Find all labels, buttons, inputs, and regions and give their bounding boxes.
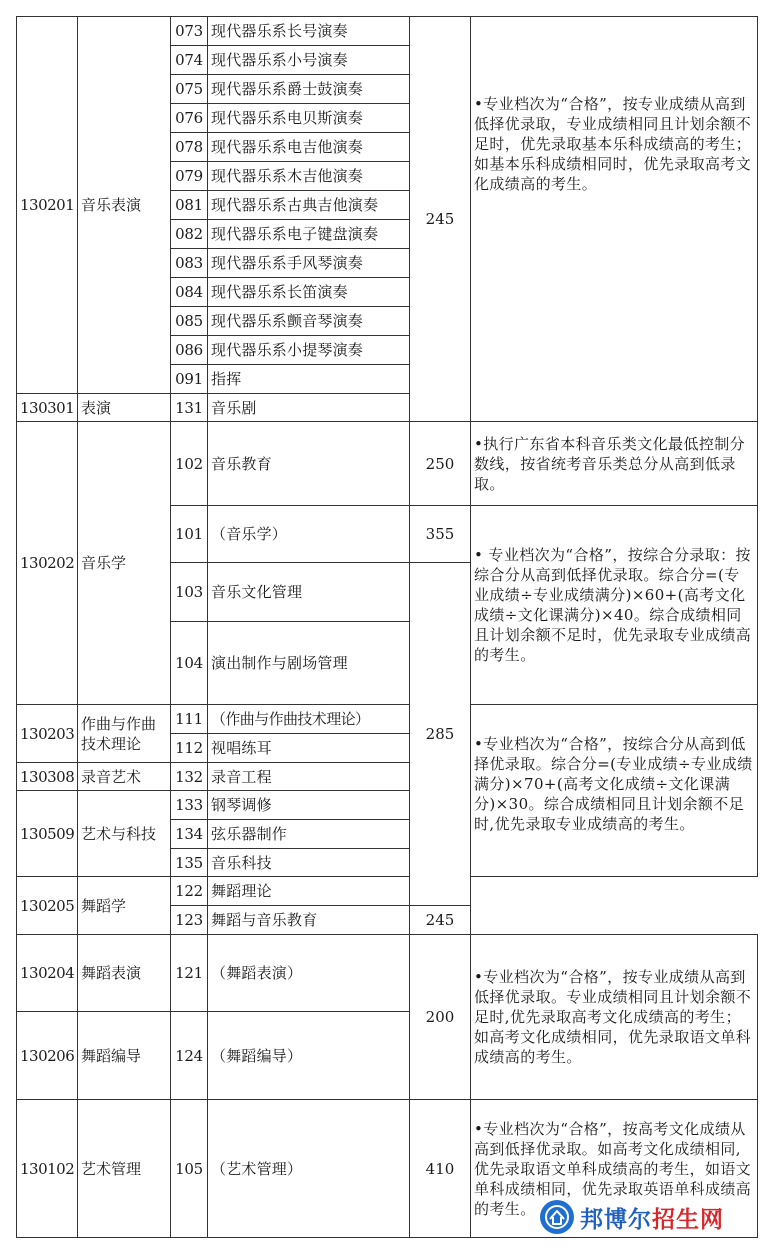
direction-code: 082 [171,220,208,249]
direction-code: 078 [171,133,208,162]
table-row [17,422,758,506]
direction-name: 现代器乐系颤音琴演奏 [208,307,410,336]
min-score: 245 [410,906,471,935]
direction-name: 音乐文化管理 [208,563,410,622]
direction-code: 103 [171,563,208,622]
admission-rule: •专业档次为“合格”，按高考文化成绩从高到低择优录取。如高考文化成绩相同,优先录取语文单科成绩高的考生，如语文单科成绩相同，优先录取英语单科成绩高的考生。 [471,1100,758,1238]
direction-code: 086 [171,336,208,365]
direction-name: 现代器乐系电贝斯演奏 [208,104,410,133]
table-row [17,877,758,906]
group-name: 作曲与作曲技术理论 [78,705,171,763]
direction-code: 084 [171,278,208,307]
direction-name: 弦乐器制作 [208,820,410,849]
direction-name: 舞蹈与音乐教育 [208,906,410,935]
direction-code: 085 [171,307,208,336]
admission-rule: •执行广东省本科音乐类文化最低控制分数线，按省统考音乐类总分从高到低录取。 [471,422,758,506]
group-code: 130102 [17,1100,78,1238]
group-code: 130202 [17,422,78,705]
group-name: 艺术管理 [78,1100,171,1238]
table-row [17,1100,758,1238]
direction-code: 124 [171,1012,208,1100]
min-score: 410 [410,1100,471,1238]
direction-name: 现代器乐系电吉他演奏 [208,133,410,162]
direction-code: 131 [171,394,208,422]
group-name: 舞蹈表演 [78,935,171,1012]
direction-name: 现代器乐系电子键盘演奏 [208,220,410,249]
direction-code: 076 [171,104,208,133]
group-code: 130301 [17,394,78,422]
direction-code: 075 [171,75,208,104]
min-score: 285 [410,563,471,906]
direction-name: 现代器乐系木吉他演奏 [208,162,410,191]
direction-name: 录音工程 [208,763,410,791]
admission-rule: •专业档次为“合格”，按综合分从高到低择优录取。综合分=(专业成绩÷专业成绩满分)×70+(高考文化成绩÷文化课满分)×30。综合成绩相同且计划余额不足时,优先录取专业成绩高的考生。 [471,705,758,877]
group-code: 130201 [17,17,78,394]
table-row [17,17,758,46]
direction-code: 112 [171,734,208,763]
direction-name: 现代器乐系小号演奏 [208,46,410,75]
direction-name: 音乐科技 [208,849,410,877]
admission-rule: • 专业档次为“合格”，按综合分录取：按综合分从高到低择优录取。综合分=(专业成绩÷专业成绩满分)×60+(高考文化成绩÷文化课满分)×40。综合成绩相同且计划余额不足时，优先录取专业成绩高的考生。 [471,506,758,705]
min-score: 200 [410,935,471,1100]
group-name: 音乐表演 [78,17,171,394]
direction-name: 现代器乐系手风琴演奏 [208,249,410,278]
min-score: 245 [410,17,471,422]
min-score: 355 [410,506,471,563]
direction-code: 134 [171,820,208,849]
watermark-text-part2: 招生网 [652,1206,724,1233]
direction-name: （音乐学） [208,506,410,563]
group-code: 130206 [17,1012,78,1100]
direction-name: 指挥 [208,365,410,394]
direction-name: （作曲与作曲技术理论） [208,705,410,734]
direction-code: 081 [171,191,208,220]
direction-name: 演出制作与剧场管理 [208,622,410,705]
direction-code: 105 [171,1100,208,1238]
direction-code: 083 [171,249,208,278]
direction-code: 104 [171,622,208,705]
direction-code: 101 [171,506,208,563]
table-row [17,935,758,1012]
direction-code: 123 [171,906,208,935]
direction-code: 074 [171,46,208,75]
group-name: 音乐学 [78,422,171,705]
direction-name: 现代器乐系古典吉他演奏 [208,191,410,220]
direction-name: 视唱练耳 [208,734,410,763]
admission-rule: •专业档次为“合格”，按专业成绩从高到低择优录取，专业成绩相同且计划余额不足时，优先录取基本乐科成绩高的考生；如基本乐科成绩相同时，优先录取高考文化成绩高的考生。 [471,17,758,422]
direction-name: 舞蹈理论 [208,877,410,906]
direction-name: （艺术管理） [208,1100,410,1238]
watermark-text-part1: 邦博尔 [580,1206,652,1233]
group-code: 130204 [17,935,78,1012]
direction-code: 122 [171,877,208,906]
direction-name: 现代器乐系长号演奏 [208,17,410,46]
group-name: 舞蹈编导 [78,1012,171,1100]
direction-code: 133 [171,791,208,820]
direction-code: 073 [171,17,208,46]
admission-table-page [16,16,758,1238]
group-name: 表演 [78,394,171,422]
direction-name: 音乐剧 [208,394,410,422]
admission-rule: •专业档次为“合格”，按专业成绩从高到低择优录取。专业成绩相同且计划余额不足时,优先录取高考文化成绩高的考生；如高考文化成绩相同，优先录取语文单科成绩高的考生。 [471,935,758,1100]
direction-name: 现代器乐系爵士鼓演奏 [208,75,410,104]
min-score: 250 [410,422,471,506]
table-row [17,705,758,734]
direction-code: 111 [171,705,208,734]
direction-code: 121 [171,935,208,1012]
group-name: 舞蹈学 [78,877,171,935]
group-name: 艺术与科技 [78,791,171,877]
group-code: 130308 [17,763,78,791]
direction-name: （舞蹈编导） [208,1012,410,1100]
direction-name: 音乐教育 [208,422,410,506]
group-name: 录音艺术 [78,763,171,791]
direction-code: 102 [171,422,208,506]
group-code: 130205 [17,877,78,935]
group-code: 130509 [17,791,78,877]
direction-code: 079 [171,162,208,191]
direction-name: 现代器乐系长笛演奏 [208,278,410,307]
direction-name: （舞蹈表演） [208,935,410,1012]
admission-table [16,16,758,1238]
direction-code: 135 [171,849,208,877]
direction-code: 132 [171,763,208,791]
group-code: 130203 [17,705,78,763]
direction-name: 现代器乐系小提琴演奏 [208,336,410,365]
direction-name: 钢琴调修 [208,791,410,820]
direction-code: 091 [171,365,208,394]
